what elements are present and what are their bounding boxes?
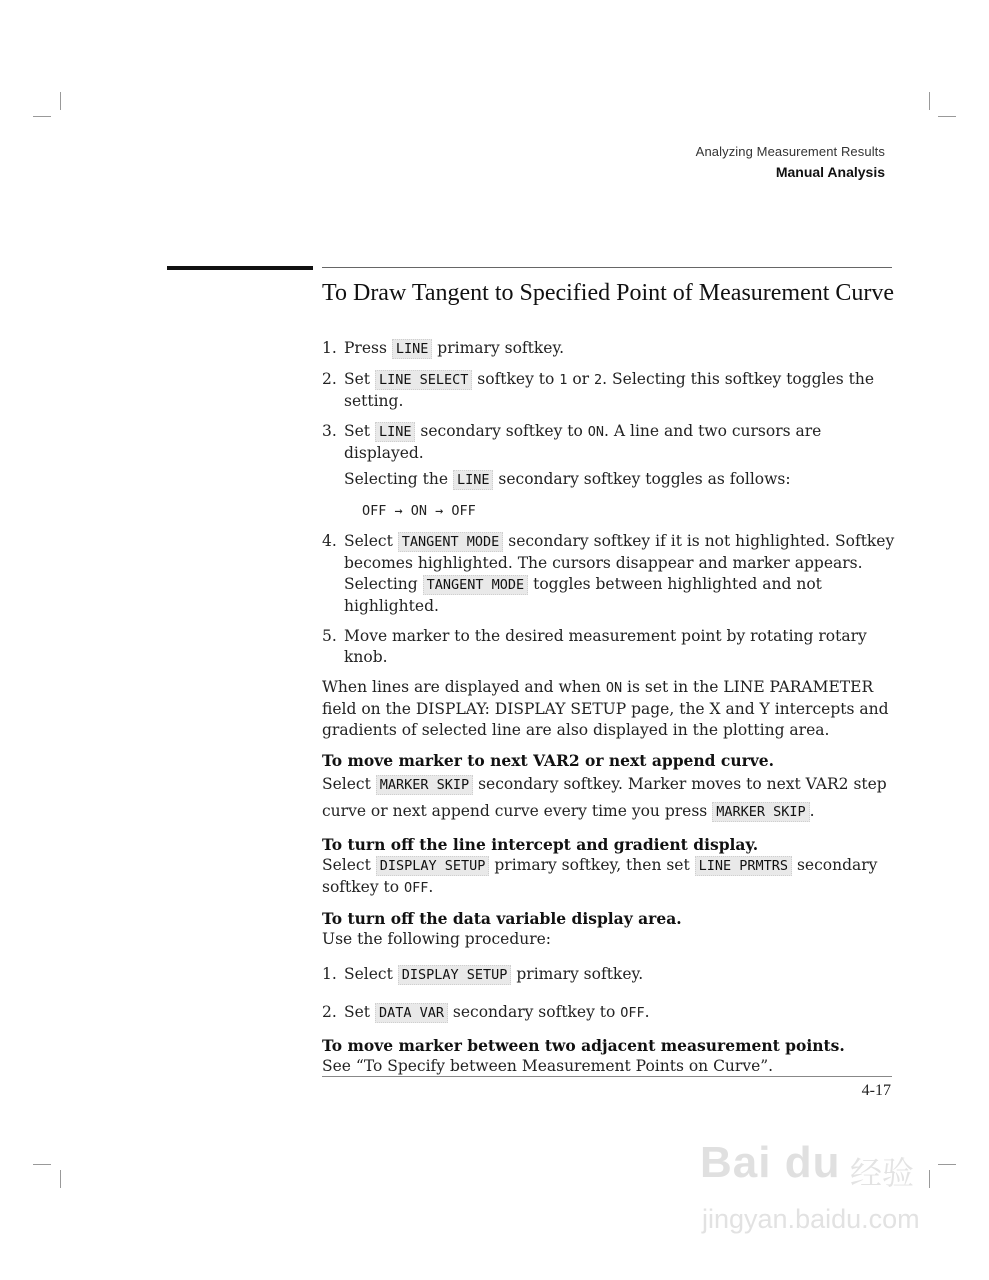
section-rule-thin	[322, 267, 892, 268]
footer-rule	[322, 1076, 892, 1077]
intercept-off-paragraph	[322, 855, 900, 899]
main-content	[322, 280, 900, 1086]
page-title: To Draw Tangent to Specified Point of Measurement Curve	[322, 280, 895, 306]
value-on: ON	[605, 680, 623, 696]
section-rule-thick	[167, 266, 313, 270]
para-text: Select	[322, 775, 376, 793]
step-text: secondary softkey if it is not highlighted. Softkey becomes highlighted. The cursors disappear and marker appears. Selecting	[344, 532, 895, 593]
step-text: Select	[344, 965, 398, 983]
watermark-brand: Bai du	[700, 1138, 841, 1187]
subheading-adjacent-points: To move marker between two adjacent measurement points.	[322, 1036, 845, 1055]
running-head-section: Analyzing Measurement Results	[695, 144, 885, 159]
softkey-line: LINE	[375, 422, 416, 442]
softkey-data-var: DATA VAR	[375, 1003, 448, 1023]
step-text: . A line and two cursors are displayed.	[344, 422, 822, 462]
baidu-watermark	[700, 1128, 940, 1248]
softkey-display-setup: DISPLAY SETUP	[398, 965, 512, 985]
softkey-display-setup: DISPLAY SETUP	[376, 856, 490, 876]
step-text: toggles between highlighted and not highlighted.	[344, 575, 822, 615]
step-text: . Selecting this softkey toggles the setting.	[344, 370, 874, 410]
softkey-line-prmtrs: LINE PRMTRS	[695, 856, 792, 876]
step-number: 3.	[322, 422, 337, 440]
step-2	[322, 369, 900, 412]
step-number: 2.	[322, 1003, 337, 1021]
subheading-intercept-off: To turn off the line intercept and gradient display.	[322, 835, 759, 854]
note-text: is set in the LINE PARAMETER field on the DISPLAY: DISPLAY SETUP page, the X and Y intercepts and gradients of selected line are also displayed in the plotting area.	[322, 678, 889, 739]
step-text: primary softkey.	[432, 339, 565, 357]
value-1: 1	[559, 372, 568, 388]
para-text: secondary softkey to	[322, 856, 878, 896]
para-text: Select	[322, 856, 376, 874]
softkey-line: LINE	[453, 470, 494, 490]
step-text: secondary softkey to	[415, 422, 588, 440]
step-number: 2.	[322, 370, 337, 388]
step-text: or	[567, 370, 595, 388]
crop-mark	[929, 92, 930, 110]
value-off: OFF	[620, 1005, 645, 1021]
crop-mark	[938, 116, 956, 117]
value-off: OFF	[404, 880, 429, 896]
page-number: 4-17	[861, 1082, 891, 1099]
running-head	[696, 144, 885, 180]
step-text: .	[644, 1003, 650, 1021]
subheading-marker-skip: To move marker to next VAR2 or next append curve.	[322, 751, 775, 770]
watermark-chinese: 经验	[850, 1154, 915, 1192]
running-head-subsection: Manual Analysis	[775, 164, 885, 180]
subheading-data-var-off: To turn off the data variable display area.	[322, 909, 682, 928]
softkey-marker-skip: MARKER SKIP	[376, 775, 473, 795]
data-var-step-2	[322, 1002, 900, 1024]
value-2: 2	[594, 372, 603, 388]
adjacent-points-text: See “To Specify between Measurement Points on Curve”.	[322, 1057, 774, 1075]
step-number: 4.	[322, 532, 337, 550]
softkey-line: LINE	[392, 339, 433, 359]
softkey-tangent-mode: TANGENT MODE	[423, 575, 529, 595]
step-number: 1.	[322, 339, 337, 357]
step-text: secondary softkey to	[447, 1003, 621, 1021]
crop-mark	[60, 92, 61, 110]
step-1	[322, 338, 900, 360]
para-text: secondary softkey. Marker moves to next VAR2 step curve or next append curve every time you press	[322, 775, 887, 820]
softkey-marker-skip: MARKER SKIP	[712, 802, 809, 822]
step-text: Press	[344, 339, 392, 357]
para-text: .	[809, 802, 815, 820]
step-3	[322, 421, 900, 522]
step-text: Selecting the	[344, 470, 453, 488]
data-var-step-1	[322, 964, 900, 986]
marker-skip-paragraph	[322, 771, 900, 825]
note-paragraph	[322, 677, 900, 741]
step-text: softkey to	[472, 370, 560, 388]
crop-mark	[60, 1170, 61, 1188]
toggle-sequence: OFF → ON → OFF	[362, 503, 476, 519]
crop-mark	[938, 1164, 956, 1165]
value-on: ON	[587, 424, 605, 440]
crop-mark	[33, 1164, 51, 1165]
softkey-tangent-mode: TANGENT MODE	[398, 532, 504, 552]
step-text: Select	[344, 532, 398, 550]
crop-mark	[33, 116, 51, 117]
step-text: Set	[344, 422, 375, 440]
step-number: 1.	[322, 965, 337, 983]
step-text: Set	[344, 370, 375, 388]
step-4	[322, 531, 900, 617]
step-number: 5.	[322, 627, 337, 645]
data-var-intro: Use the following procedure:	[322, 930, 552, 948]
para-text: primary softkey, then set	[489, 856, 695, 874]
step-text: secondary softkey toggles as follows:	[493, 470, 791, 488]
step-text: primary softkey.	[511, 965, 644, 983]
step-text: Set	[344, 1003, 375, 1021]
softkey-line-select: LINE SELECT	[375, 370, 472, 390]
step-5	[322, 626, 900, 668]
note-text: When lines are displayed and when	[322, 678, 606, 696]
para-text: .	[428, 878, 434, 896]
step-text: Move marker to the desired measurement point by rotating rotary knob.	[344, 627, 867, 666]
watermark-url: jingyan.baidu.com	[702, 1204, 920, 1234]
